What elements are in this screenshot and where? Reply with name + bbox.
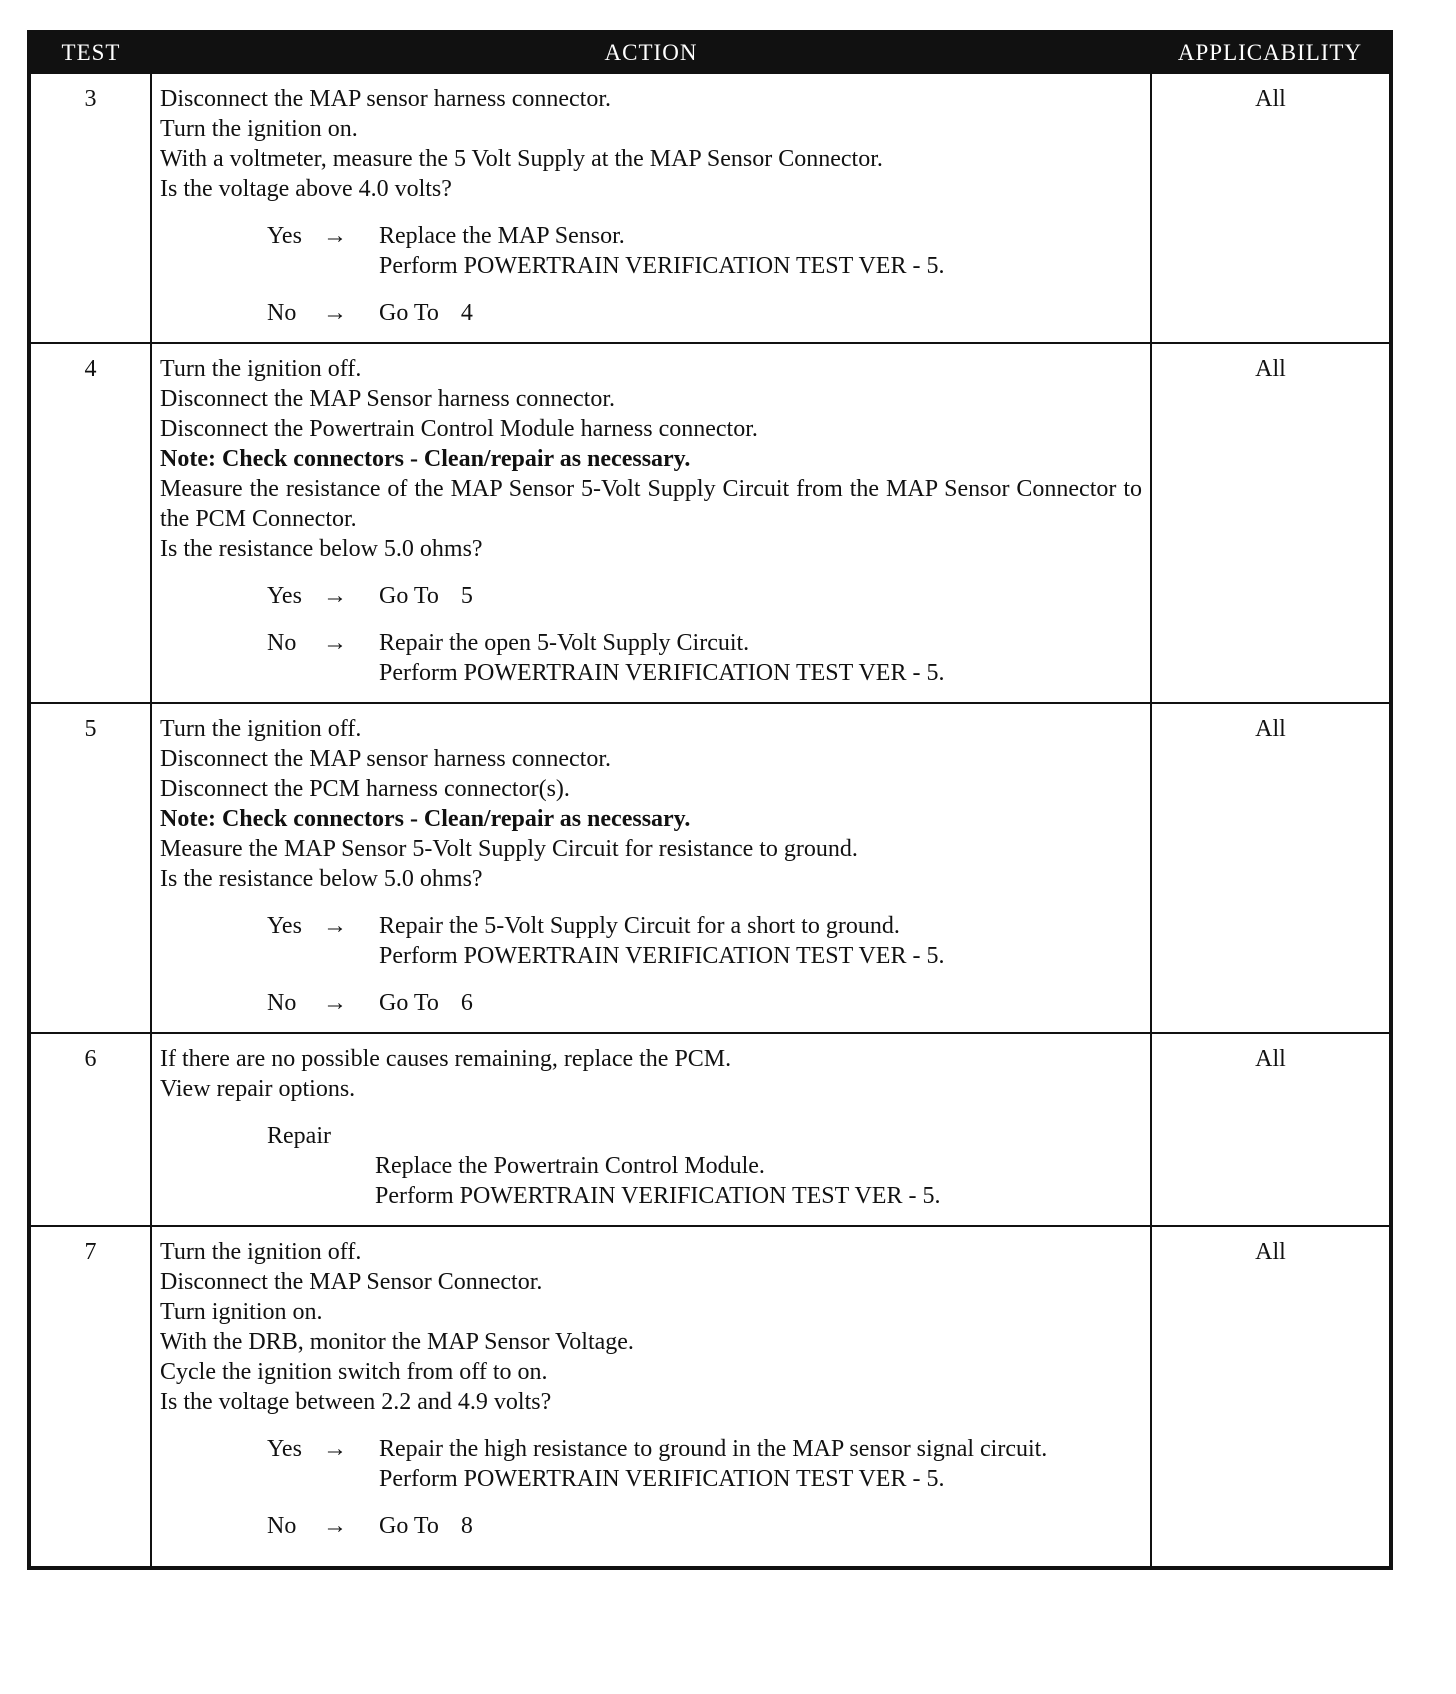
applicability-value: All bbox=[1151, 73, 1391, 343]
table-row bbox=[29, 1226, 1391, 1568]
goto-number: 4 bbox=[460, 300, 473, 326]
yes-label: Yes bbox=[267, 583, 302, 609]
action-line: Turn the ignition off. bbox=[160, 716, 362, 742]
question-line: Is the resistance below 5.0 ohms? bbox=[160, 866, 483, 892]
yes-branch bbox=[267, 911, 1142, 971]
action-cell bbox=[151, 73, 1151, 343]
applicability-value: All bbox=[1151, 343, 1391, 703]
goto-number: 8 bbox=[460, 1513, 473, 1539]
no-branch bbox=[267, 1511, 1142, 1541]
right-arrow-icon: → bbox=[323, 1513, 347, 1539]
right-arrow-icon: → bbox=[323, 630, 347, 656]
test-number: 7 bbox=[29, 1226, 151, 1568]
note-line: Note: Check connectors - Clean/repair as necessary. bbox=[160, 806, 691, 832]
yes-result-line: Perform POWERTRAIN VERIFICATION TEST VER - 5. bbox=[379, 1466, 945, 1492]
right-arrow-icon: → bbox=[323, 1436, 347, 1462]
applicability-value: All bbox=[1151, 1226, 1391, 1568]
yes-label: Yes bbox=[267, 223, 302, 249]
goto-text: Go To bbox=[379, 300, 439, 326]
table-row bbox=[29, 703, 1391, 1033]
yes-label: Yes bbox=[267, 913, 302, 939]
action-line: Measure the MAP Sensor 5-Volt Supply Circuit for resistance to ground. bbox=[160, 836, 858, 862]
yes-branch bbox=[267, 1434, 1142, 1494]
goto-number: 5 bbox=[460, 583, 473, 609]
action-line: If there are no possible causes remaining, replace the PCM. bbox=[160, 1046, 732, 1072]
test-number: 4 bbox=[29, 343, 151, 703]
action-line: Turn the ignition on. bbox=[160, 116, 358, 142]
test-number: 6 bbox=[29, 1033, 151, 1226]
action-line: Is the voltage above 4.0 volts? bbox=[160, 176, 452, 202]
action-line: Cycle the ignition switch from off to on. bbox=[160, 1359, 548, 1385]
yes-result-line: Repair the 5-Volt Supply Circuit for a short to ground. bbox=[379, 913, 900, 939]
goto-number: 6 bbox=[460, 990, 473, 1016]
header-test: TEST bbox=[29, 32, 151, 73]
test-number: 3 bbox=[29, 73, 151, 343]
no-label: No bbox=[267, 990, 297, 1016]
action-line: Turn ignition on. bbox=[160, 1299, 323, 1325]
no-result-line: Perform POWERTRAIN VERIFICATION TEST VER - 5. bbox=[379, 660, 945, 686]
diagnostic-test-table bbox=[27, 30, 1393, 1570]
action-cell bbox=[151, 1033, 1151, 1226]
action-line: Disconnect the MAP sensor harness connector. bbox=[160, 746, 612, 772]
table-row bbox=[29, 73, 1391, 343]
action-line: Disconnect the MAP Sensor Connector. bbox=[160, 1269, 543, 1295]
goto-text: Go To bbox=[379, 583, 439, 609]
no-label: No bbox=[267, 630, 297, 656]
action-cell bbox=[151, 1226, 1151, 1568]
repair-line: Perform POWERTRAIN VERIFICATION TEST VER - 5. bbox=[375, 1183, 941, 1209]
applicability-value: All bbox=[1151, 1033, 1391, 1226]
table-row bbox=[29, 1033, 1391, 1226]
table-row bbox=[29, 343, 1391, 703]
no-result-line: Repair the open 5-Volt Supply Circuit. bbox=[379, 630, 750, 656]
question-line: Is the resistance below 5.0 ohms? bbox=[160, 536, 483, 562]
yes-result-line: Perform POWERTRAIN VERIFICATION TEST VER - 5. bbox=[379, 253, 945, 279]
no-branch bbox=[267, 988, 1142, 1018]
no-label: No bbox=[267, 1513, 297, 1539]
right-arrow-icon: → bbox=[323, 990, 347, 1016]
yes-result-line: Replace the MAP Sensor. bbox=[379, 223, 625, 249]
action-line: Disconnect the Powertrain Control Module harness connector. bbox=[160, 416, 758, 442]
action-line: With the DRB, monitor the MAP Sensor Voltage. bbox=[160, 1329, 634, 1355]
action-line: Disconnect the MAP sensor harness connector. bbox=[160, 86, 612, 112]
action-cell bbox=[151, 343, 1151, 703]
right-arrow-icon: → bbox=[323, 223, 347, 249]
test-number: 5 bbox=[29, 703, 151, 1033]
action-line: Measure the resistance of the MAP Sensor 5-Volt Supply Circuit from the MAP Sensor Connector to the PCM Connector. bbox=[160, 476, 1142, 532]
goto-text: Go To bbox=[379, 990, 439, 1016]
note-line: Note: Check connectors - Clean/repair as necessary. bbox=[160, 446, 691, 472]
no-branch bbox=[267, 628, 1142, 688]
action-cell bbox=[151, 703, 1151, 1033]
no-branch bbox=[267, 298, 1142, 328]
yes-branch bbox=[267, 581, 1142, 611]
question-line: Is the voltage between 2.2 and 4.9 volts? bbox=[160, 1389, 552, 1415]
right-arrow-icon: → bbox=[323, 913, 347, 939]
header-applicability: APPLICABILITY bbox=[1151, 32, 1391, 73]
yes-result-line: Repair the high resistance to ground in the MAP sensor signal circuit. bbox=[379, 1436, 1048, 1462]
table-header bbox=[29, 32, 1391, 73]
repair-options bbox=[267, 1121, 1142, 1211]
yes-result-line: Perform POWERTRAIN VERIFICATION TEST VER - 5. bbox=[379, 943, 945, 969]
diagnostic-test-table-sheet bbox=[27, 30, 1389, 1570]
right-arrow-icon: → bbox=[323, 583, 347, 609]
action-line: Turn the ignition off. bbox=[160, 356, 362, 382]
action-line: Turn the ignition off. bbox=[160, 1239, 362, 1265]
yes-branch bbox=[267, 221, 1142, 281]
repair-line: Replace the Powertrain Control Module. bbox=[375, 1153, 765, 1179]
no-label: No bbox=[267, 300, 297, 326]
action-line: Disconnect the PCM harness connector(s). bbox=[160, 776, 570, 802]
yes-label: Yes bbox=[267, 1436, 302, 1462]
goto-text: Go To bbox=[379, 1513, 439, 1539]
repair-label: Repair bbox=[267, 1123, 331, 1149]
applicability-value: All bbox=[1151, 703, 1391, 1033]
header-action: ACTION bbox=[151, 32, 1151, 73]
action-line: Disconnect the MAP Sensor harness connector. bbox=[160, 386, 616, 412]
right-arrow-icon: → bbox=[323, 300, 347, 326]
action-line: View repair options. bbox=[160, 1076, 356, 1102]
action-line: With a voltmeter, measure the 5 Volt Supply at the MAP Sensor Connector. bbox=[160, 146, 883, 172]
